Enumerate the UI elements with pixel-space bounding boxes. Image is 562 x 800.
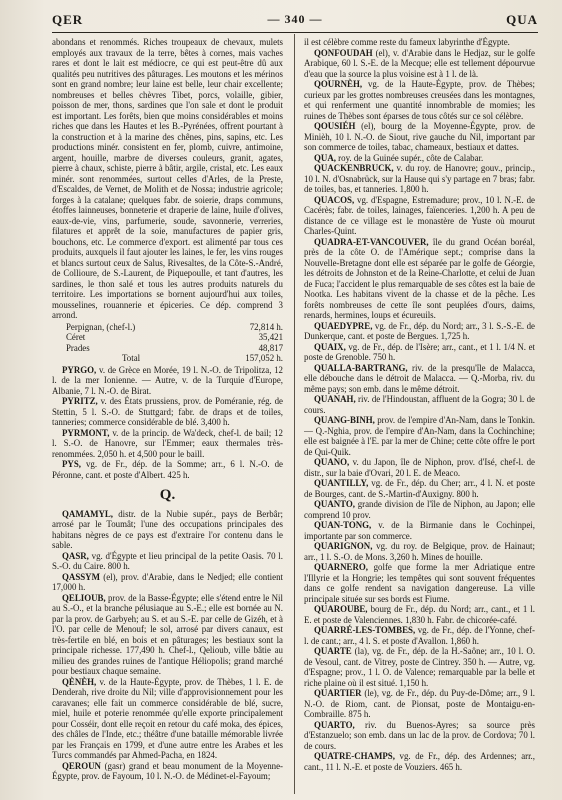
entry-headword: QUANO, <box>314 457 350 467</box>
entry-headword: QOUSIÉH <box>314 121 356 131</box>
dictionary-entry <box>52 365 283 397</box>
dictionary-entry <box>304 478 535 499</box>
entry-text: v. du Japon, île de Niphon, prov. d'Isé, chef-l. de distr., sur la baie d'Ovari, 20 l. E. de Meaco. <box>304 457 535 478</box>
entry-headword: QUAROUBE, <box>314 604 368 614</box>
entry-text: v. du roy. de Hanovre; gouv., princip., 10 l. N. d'Osnabrück, sur la Hause qui s'y partage en 7 bras; fabr. de toiles, bas, et tanneries. 1,800 h. <box>304 163 535 194</box>
dictionary-entry <box>304 237 535 321</box>
entry-headword: QUANAH, <box>314 394 356 404</box>
entry-headword: QUACKENBRUCK, <box>314 163 394 173</box>
entry-headword: QELIOUB, <box>62 592 106 603</box>
entry-text: riv. du Buenos-Ayres; sa source près d'Estanzuelo; son emb. dans un lac de la prov. de Cordova; 70 l. de cours. <box>304 719 535 751</box>
entry-headword: QUANTO, <box>314 499 356 509</box>
entry-headword: QÈNÈH, <box>62 676 97 687</box>
entry-headword: QEROUN <box>62 760 101 771</box>
stats-total-row <box>52 353 283 364</box>
entry-text: vg. d'Espagne, Estremadure; prov., 10 l. N.-E. de Cacérès; fabr. de toiles, lainages, faïenceries. 1,200 h. A peu de distance de ce village est le monastère de Yuste où mourut Charles-Quint. <box>304 194 535 236</box>
entry-text: (gasr) grand et beau monument de la Moyenne-Égypte, prov. de Fayoum, 10 l. N.-O. de Médinet-el-Fayoum; <box>52 760 283 781</box>
dictionary-entry-continued <box>304 37 535 48</box>
entry-headword: QUAIX, <box>314 341 346 352</box>
entry-headword: QUARNERO, <box>314 562 368 572</box>
entry-headword: QUAEDYPRE, <box>314 320 373 331</box>
entry-text: (la), vg. de Fr., dép. de la H.-Saône; arr., 10 l. O. de Vesoul, cant. de Vitrey, poste de Cintrey. 350 h. — Autre, vg. d'Espagne; prov., 1 l. O. de Valence; remarquable par la belle et riche plaine où il est situé. 1,150 h. <box>304 646 535 688</box>
entry-text: (el), prov. d'Arabie, dans le Nedjed; elle contient 17,000 h. <box>52 571 283 592</box>
entry-text: vg. de Fr., dép. de l'Yonne, chef-l. de cant.; arr., 4 l. S. et poste d'Avallon. 1,860 h. <box>304 625 535 646</box>
stats-name: Céret <box>66 332 86 342</box>
dictionary-entry <box>52 572 283 593</box>
dictionary-entry <box>304 751 535 772</box>
entry-headword: QAMAMYL, <box>62 508 114 519</box>
entry-headword: QUAN-TONG, <box>314 520 372 530</box>
dictionary-entry <box>52 677 283 761</box>
entry-text: grande division de l'île de Niphon, au Japon; elle comprend 10 prov. <box>304 499 535 520</box>
dictionary-entry <box>304 195 535 237</box>
entry-text: v. de la princip. de Wa'deck, chef-l. de bail; 12 l. S.-O. de Hanovre, sur l'Emmer; eaux thermales très-renommées. 2,050 h. et 4,500 pour le baill. <box>52 427 283 459</box>
running-header <box>52 10 538 32</box>
dictionary-entry <box>304 562 535 604</box>
entry-text: vg. de la Haute-Égypte, prov. de Thèbes; curieux par les grottes nombreuses creusées dans les montagnes, et qui renferment une quantité innombrable de momies; les ruines de Thèbes sont éparses de tous côtés sur ce sol célèbre. <box>304 79 535 121</box>
entry-headword: QUARTO, <box>314 719 355 730</box>
entry-text: v. des États prussiens, prov. de Poméranie, rég. de Stettin, 5 l. S.-O. de Stuttgard; fabr. de draps et de toiles, tanneries; commerce considérable de blé. 3,400 h. <box>52 396 283 427</box>
dictionary-entry <box>304 646 535 688</box>
entry-text: prov. de la Basse-Égypte; elle s'étend entre le Nil au S.-O., et la branche pélusiaque au S.-E.; elle est bornée au N. par la prov. de Garbyeh; au S. et au S.-E. par celle de Gizéh, et à l'O. par celle de Menouf; le sol, arrosé par divers canaux, est très-fertile en blé, en bois et en pâturages; les bestiaux sont la principale richesse. 177,490 h. Chef-l., Qelioub, ville bâtie au milieu des grandes ruines de l'antique Héliopolis; grand marché pour bestiaux chaque semaine. <box>52 592 283 676</box>
entry-headword: QUA, <box>314 152 336 163</box>
entry-text: prov. de l'empire d'An-Nam, dans le Tonkin. — Q.-Nghia, prov. de l'empire d'An-Nam, dans la Cochinchine; elle est baignée à l'E. par la mer de Chine; cette côte offre le port de Qui-Quik. <box>304 415 535 457</box>
dictionary-entry <box>304 625 535 646</box>
dictionary-entry <box>52 396 283 428</box>
dictionary-entry <box>52 509 283 551</box>
entry-text: v. de la Birmanie dans le Cochinpei, importante par son commerce. <box>304 520 535 541</box>
entry-text: vg. de Fr., dép. du Cher; arr., 4 l. N. et poste de Bourges, cant. de S.-Martin-d'Auxigny. 800 h. <box>304 478 535 499</box>
left-column <box>52 37 283 795</box>
entry-text: vg. du roy. de Belgique, prov. de Hainaut; arr., 1 l. S.-O. de Mons. 3,260 h. Mines de houille. <box>304 541 535 562</box>
entry-headword: QUADRA-ET-VANCOUVER, <box>314 236 429 247</box>
entry-headword: QUATRE-CHAMPS, <box>314 751 395 761</box>
dictionary-entry <box>304 394 535 415</box>
entry-text: riv. de l'Hindoustan, affluent de la Gogra; 30 l. de cours. <box>304 394 535 415</box>
page-number: — 340 — <box>267 12 323 26</box>
entry-text: vg. de Fr., dép. du Nord; arr., 3 l. S.-S.-E. de Dunkerque, cant. et poste de Bergues. 1,725 h. <box>304 320 535 341</box>
entry-headword: QASSYM <box>62 571 100 582</box>
header-rule <box>52 32 538 33</box>
entry-headword: PYRGO, <box>62 364 97 375</box>
entry-text: v. de la Haute-Égypte, prov. de Thèbes, 1 l. E. de Denderah, rive droite du Nil; ville d'approvisionnement pour les caravanes; elle fait un commerce considérable de blé, sucre, miel, huile et poterie renommée qu'elle exporte principalement pour Cosséir, dont elle reçoit en retour du café moka, des épices, des châles de l'Inde, etc.; théâtre d'une bataille mémorable livrée par les Français en 1799, et d'une autre entre les Arabes et les Turcs commandés par Ahmed-Pacha, en 1824. <box>52 676 283 760</box>
dictionary-entry <box>52 459 283 480</box>
entry-text: vg. de Fr., dép. de l'Isère; arr., cant., et 1 l. 1/4 N. et poste de Grenoble. 750 h. <box>304 341 535 362</box>
stats-row <box>52 322 283 333</box>
dictionary-entry <box>52 551 283 572</box>
entry-headword: QUACOS, <box>314 194 355 205</box>
stats-value: 35,421 <box>258 332 283 342</box>
entry-headword: QUARTIER <box>314 688 362 698</box>
arrondissement-table <box>52 322 283 364</box>
entry-text: bourg de Fr., dép. du Nord; arr., cant., et 1 l. E. et poste de Valenciennes. 1,830 h. Fabr. de chicorée-café. <box>304 604 535 625</box>
dictionary-entry <box>304 121 535 153</box>
dictionary-entry <box>52 593 283 677</box>
entry-text: vg. de Fr., dép. des Ardennes; arr., cant., 11 l. N.-E. et poste de Vouziers. 465 h. <box>304 751 535 772</box>
dictionary-entry <box>52 428 283 460</box>
entry-headword: PYRITZ, <box>62 396 98 406</box>
entry-headword: QUARRÉ-LES-TOMBES, <box>314 625 416 635</box>
entry-headword: QUANTILLY, <box>314 478 369 488</box>
entry-text: il est célèbre comme reste du fameux labyrinthe d'Égypte. <box>304 37 510 47</box>
dictionary-entry <box>304 153 535 164</box>
dictionary-entry <box>304 415 535 457</box>
stats-value: 48,817 <box>258 342 283 353</box>
entry-text: île du grand Océan boréal, près de la côte O. de l'Amérique sept.; comprise dans la Nouvelle-Bretagne dont elle est séparée par le golfe de Géorgie, les détroits de Johnston et de la Reine-Charlotte, et celui de Juan de Fuca; l'accident le plus remarquable de ses côtes est la baie de Nootka. Les habitans vivent de la chasse et de la pêche. Les forêts nombreuses de cette île sont peuplées d'ours, daims, renards, hermines, loups et écureuils. <box>304 236 535 320</box>
entry-headword: QUANG-BINH, <box>314 415 375 425</box>
entry-headword: QUARTE <box>314 646 352 656</box>
dictionary-entry <box>304 163 535 195</box>
entry-text: (el), bourg de la Moyenne-Égypte, prov. de Minièh, 10 l. N.-O. de Siout, rive gauche du Nil, important par son commerce de toiles, tabac, chameaux, bestiaux et dattes. <box>304 121 535 152</box>
header-right-guide-word: QUA <box>506 12 538 27</box>
dictionary-entry <box>304 321 535 342</box>
entry-text: (le), vg. de Fr., dép. du Puy-de-Dôme; arr., 9 l. N.-O. de Riom, cant. de Pionsat, poste de Montaigu-en-Combraille. 875 h. <box>304 688 535 719</box>
entry-text: distr. de la Nubie supér., pays de Berbâr; arrosé par le Toumât; l'une des occupations principales des habitans nègres de ce pays est d'extraire l'or contenu dans le sable. <box>52 508 283 550</box>
stats-row <box>52 332 283 343</box>
entry-text: golfe que forme la mer Adriatique entre l'Illyrie et la Hongrie; les tempêtes qui sont souvent fréquentes dans ce golfe rendent sa navigation dangereuse. La ville principale située sur ses bords est Fiume. <box>304 562 535 604</box>
entry-headword: QUALLA-BARTRANG, <box>314 362 408 373</box>
dictionary-entry <box>52 761 283 782</box>
entry-headword: QOURNÈH, <box>314 79 363 89</box>
right-column <box>304 37 535 795</box>
stats-name: Perpignan, (chef-l.) <box>66 321 136 332</box>
stats-row <box>52 343 283 354</box>
entry-text: vg. de Fr., dép. de la Somme; arr., 6 l. N.-O. de Péronne, cant. et poste d'Albert. 425 h. <box>52 459 283 480</box>
entry-headword: QUARIGNON, <box>314 541 373 551</box>
dictionary-entry <box>304 520 535 541</box>
stats-name: Prades <box>66 342 90 353</box>
dictionary-entry <box>304 720 535 752</box>
entry-headword: PYRMONT, <box>62 427 110 438</box>
dictionary-entry <box>304 79 535 121</box>
entry-text: (el), v. d'Arabie dans le Hedjaz, sur le golfe Arabique, 60 l. S.-E. de la Mecque; elle est tellement dépourvue d'eau que la source la plus voisine est à 1 l. de là. <box>304 47 535 79</box>
dictionary-entry <box>304 342 535 363</box>
entry-text: roy. de la Guinée supér., côte de Calabar. <box>335 152 484 163</box>
continued-paragraph: abondans et renommés. Riches troupeaux de chevaux, mulets employés aux travaux de la terre, bêtes à cornes, mais vaches rares et dont le lait est médiocre, ce qui est peut-être dû aux qualités peu nutritives des pâturages. Les moutons et les mérinos sont en grand nombre; leur laine est belle, leur chair excellente; nombreuses et belles chèvres Tibet, porcs, volaille, gibier, poisson de mer, thons, sardines que l'on sale et dont le produit est important. Les forêts, bien que moins considérables et moins riches que dans les Hautes et les B.-Pyrénées, offrent pourtant à la construction et à la marine des chênes, pins, sapins, etc. Les productions minér. consistent en fer, plomb, cuivre, antimoine, argent, houille, marbre de diverses couleurs, granit, agates, pierre à chaux, schiste, pierre à bâtir, argile, cristal, etc. Les eaux minér. sont renommées, surtout celles d'Arles, de la Preste, d'Escaldes, de Vernet, de Molith et de Nossa; industrie agricole; forges à la catalane; quelques fabr. de soierie, draps communs, étoffes lainneuses, bonneterie et draperie de laine, huile d'olives, eaux-de-vie, vins, parfumerie, soude, savonnerie, verreries, filatures et apprêt de la soie, manufactures de papier gris, bouchons, etc. Le commerce d'export. est alimenté par tous ces produits, auxquels il faut ajouter les laines, le fer, les vins rouges et blancs surtout ceux de Salus, Rivesaltes, de la Côte-S.-André, de Collioure, de S.-Laurent, de Piquepoulle, et tant d'autres, les sardines, le thon salé et tous les autres produits naturels du territoire. Les importations se bornent aujourd'hui aux toiles, mousselines, rouannerie et épiceries. Ce dép. comprend 3 arrond. <box>52 37 283 320</box>
entry-text: v. de Grèce en Morée, 19 l. N.-O. de Tripolitza, 12 l. de la mer Ionienne. — Autre, v. de la Turquie d'Europe, Albanie, 7 l. N.-O. de Birat. <box>52 364 283 396</box>
dictionary-entry <box>304 541 535 562</box>
section-letter-heading: Q. <box>159 487 176 503</box>
dictionary-entry <box>304 457 535 478</box>
entry-headword: QASR, <box>62 550 89 561</box>
stats-value: 72,814 h. <box>249 321 283 332</box>
entry-text: vg. d'Égypte et lieu principal de la petite Oasis. 70 l. S.-O. du Caire. 800 h. <box>52 550 283 571</box>
header-left-guide-word: QER <box>52 12 84 27</box>
entry-headword: QONFOUDAH <box>314 47 373 58</box>
stats-total-value: 157,052 h. <box>245 353 283 363</box>
dictionary-entry <box>304 688 535 720</box>
dictionary-entry <box>304 363 535 395</box>
dictionary-entry <box>304 604 535 625</box>
column-divider <box>294 34 295 794</box>
stats-total-label: Total <box>122 353 141 363</box>
dictionary-entry <box>304 48 535 80</box>
dictionary-entry <box>304 499 535 520</box>
entry-text: riv. de la presqu'île de Malacca, elle débouche dans le détroit de Malacca. — Q.-Morba, riv. du même pays; son emb. dans le même détroit. <box>304 362 535 394</box>
entry-headword: PYS, <box>62 459 81 469</box>
